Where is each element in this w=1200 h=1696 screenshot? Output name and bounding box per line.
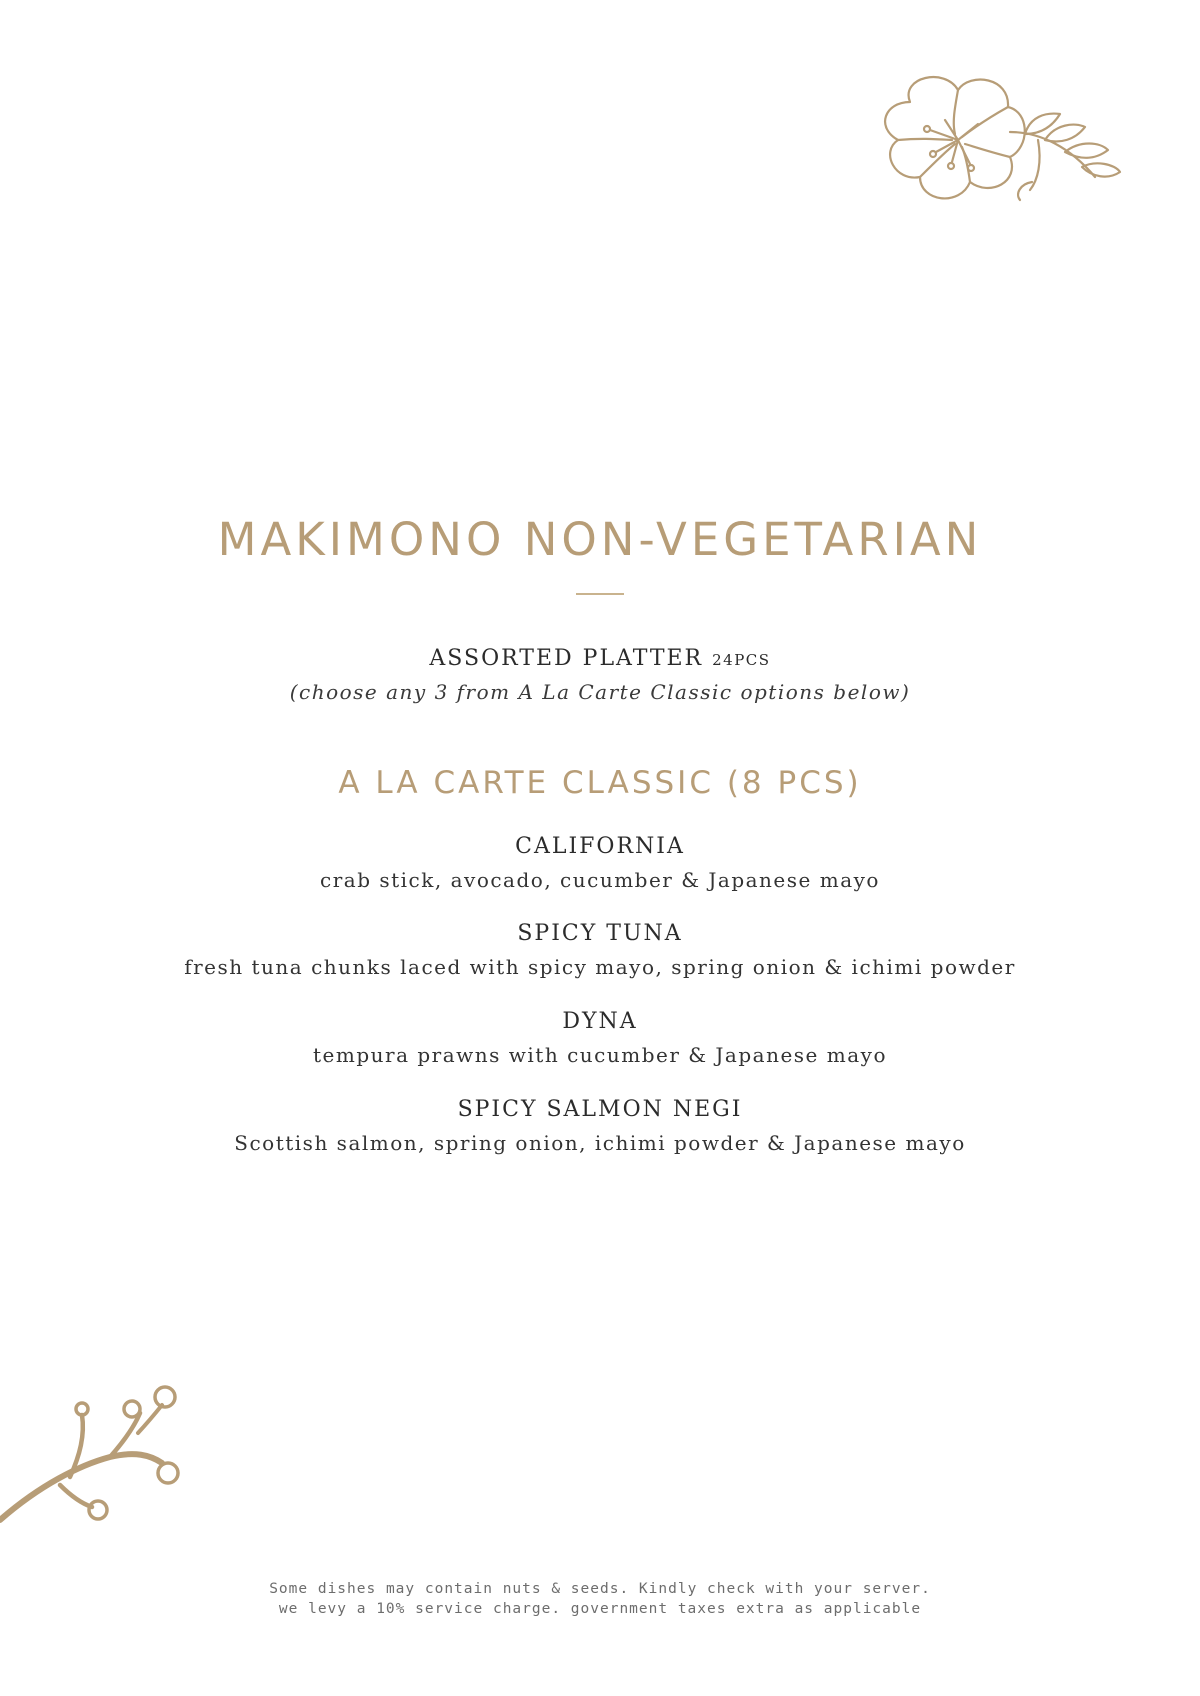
item-name: SPICY SALMON NEGI: [457, 1097, 743, 1122]
item-description: crab stick, avocado, cucumber & Japanese mayo: [320, 868, 880, 892]
item-name: SPICY TUNA: [517, 921, 683, 946]
berry-branch-icon: [0, 1385, 185, 1525]
item-name: CALIFORNIA: [515, 834, 685, 859]
platter-note: (choose any 3 from A La Carte Classic options below): [289, 680, 911, 704]
platter-name: ASSORTED PLATTER: [429, 646, 704, 671]
platter-heading: [0, 646, 1200, 671]
item-name: DYNA: [562, 1009, 638, 1034]
service-charge-note: we levy a 10% service charge. government taxes extra as applicable: [278, 1601, 922, 1617]
section-title: A LA CARTE CLASSIC (8 PCS): [338, 765, 862, 801]
allergen-note: Some dishes may contain nuts & seeds. Kindly check with your server.: [269, 1581, 931, 1597]
item-description: Scottish salmon, spring onion, ichimi powder & Japanese mayo: [234, 1131, 966, 1155]
platter-pcs: 24PCS: [712, 651, 771, 669]
item-description: tempura prawns with cucumber & Japanese mayo: [313, 1043, 887, 1067]
hibiscus-flower-icon: [870, 72, 1125, 220]
item-description: fresh tuna chunks laced with spicy mayo, spring onion & ichimi powder: [184, 955, 1016, 979]
title-divider: [576, 593, 624, 595]
menu-title: MAKIMONO NON-VEGETARIAN: [217, 513, 983, 566]
